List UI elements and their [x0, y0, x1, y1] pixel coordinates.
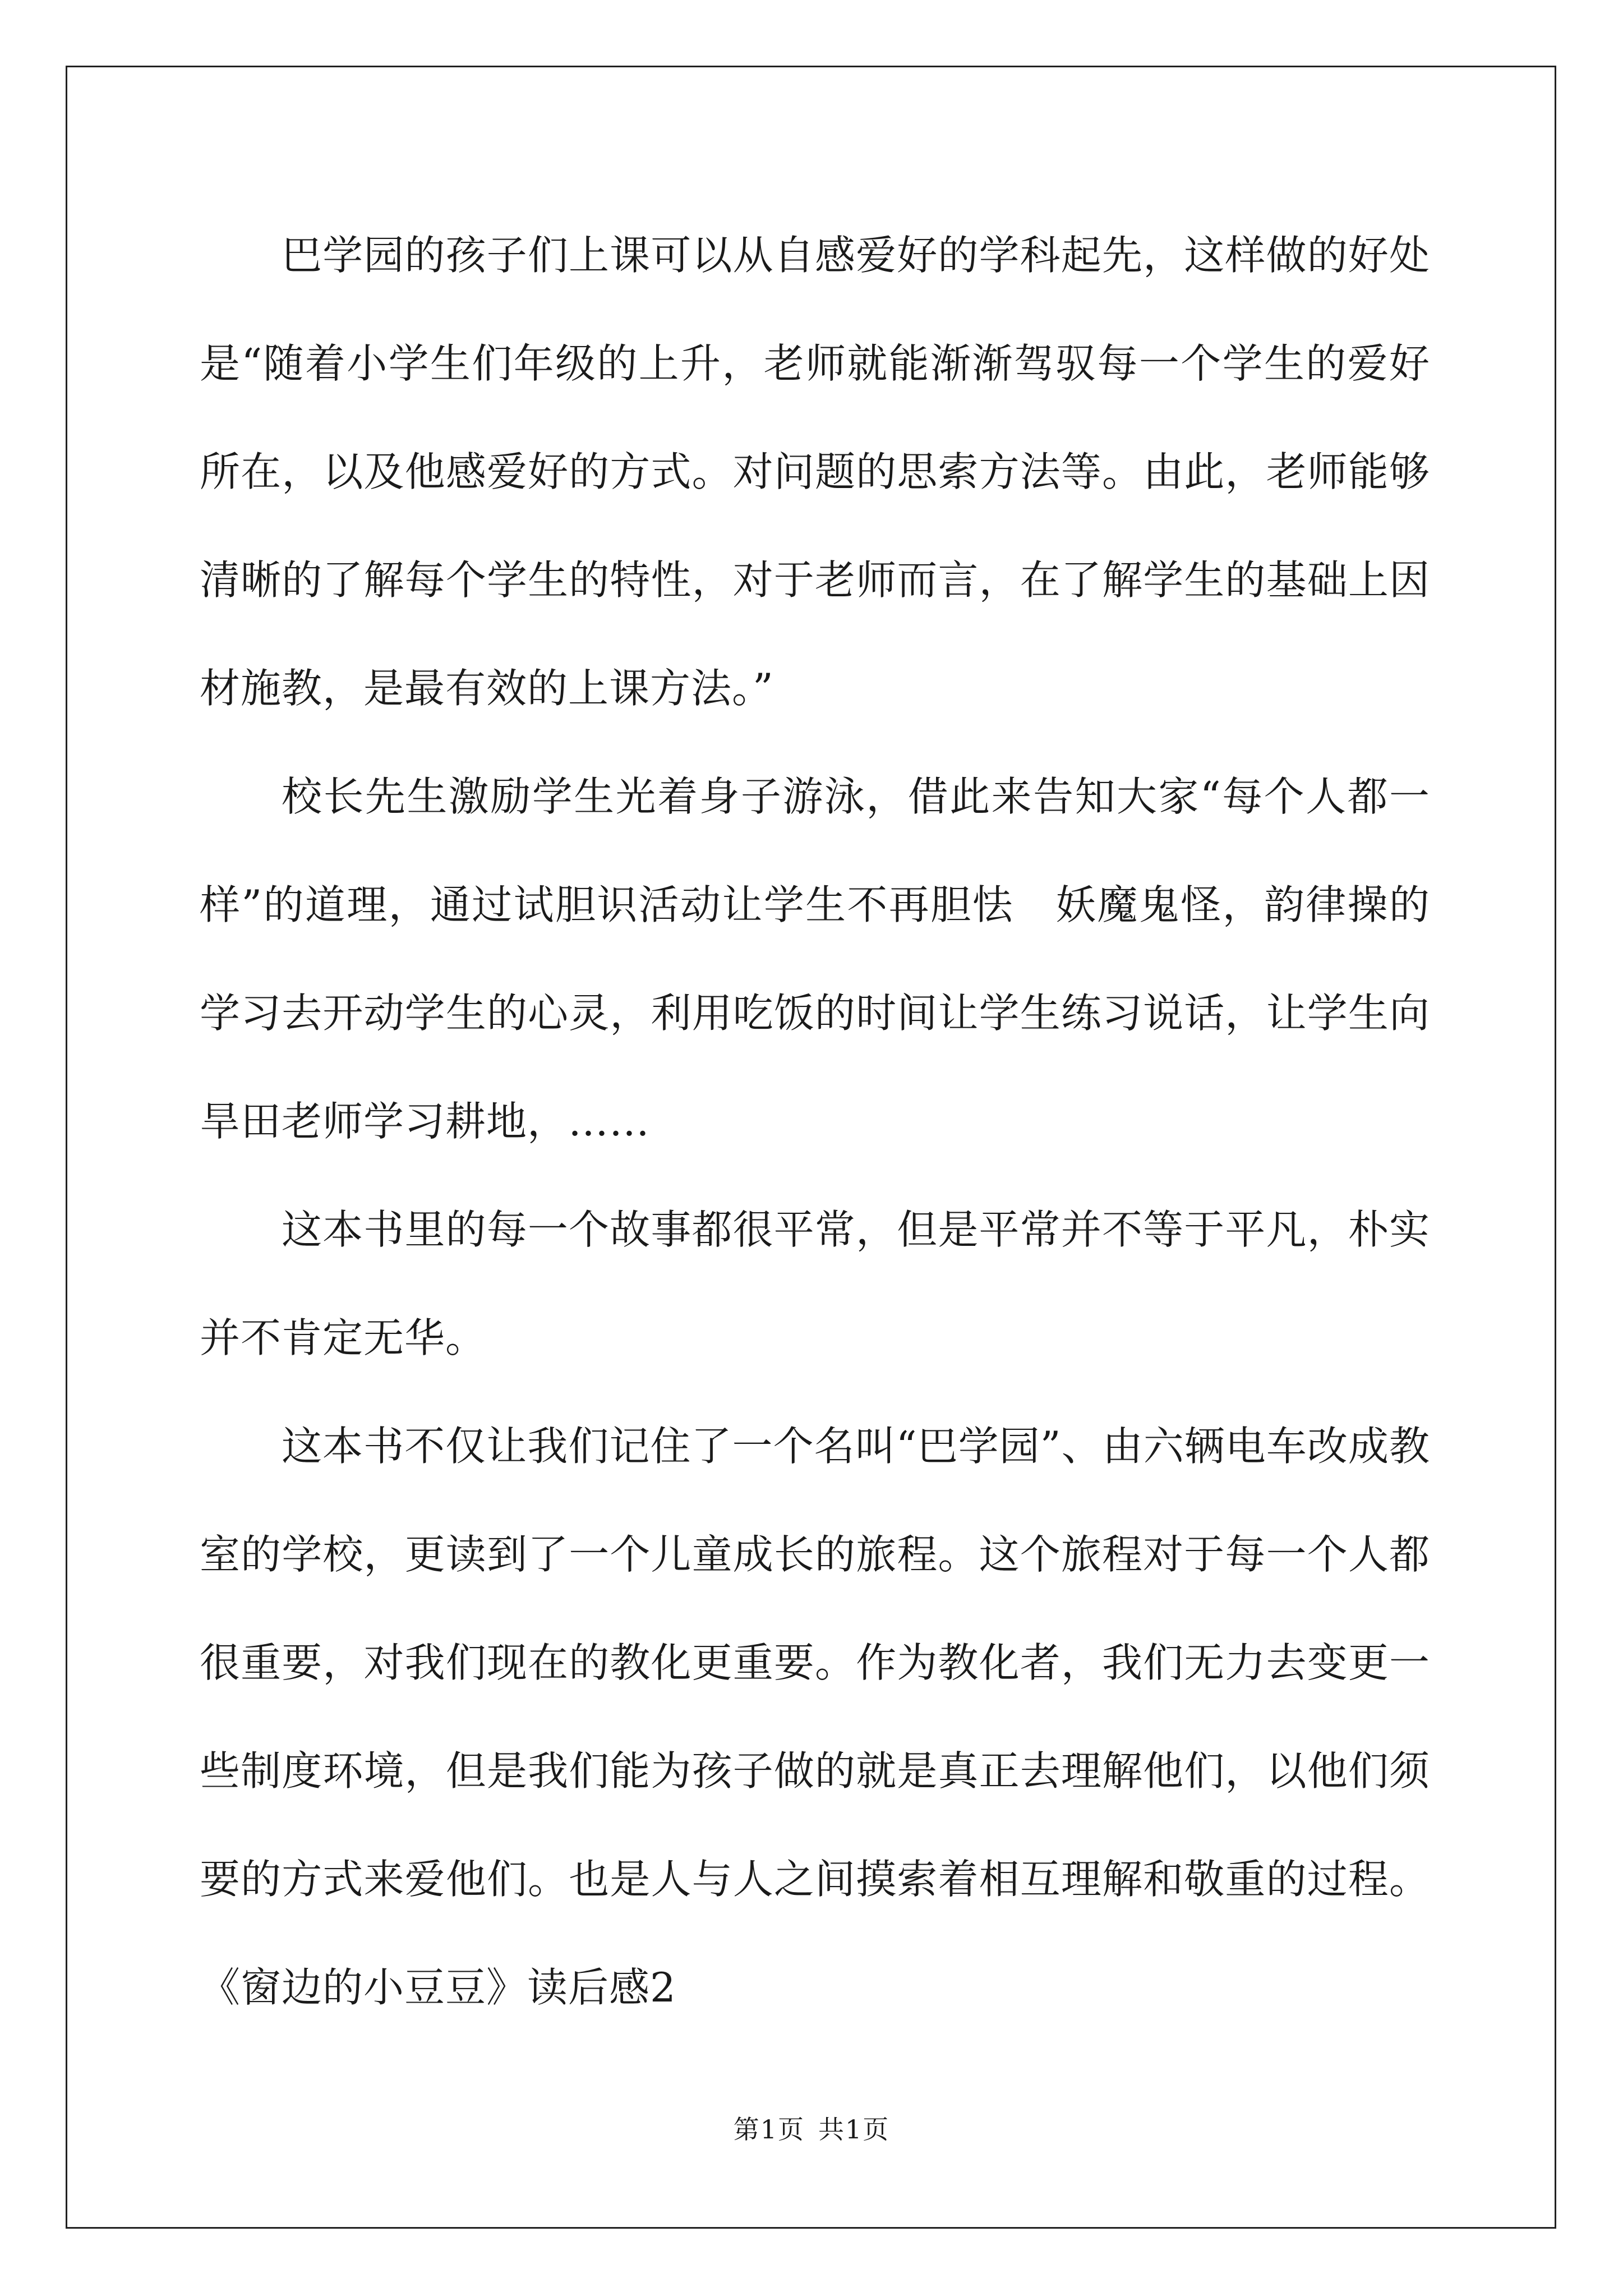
paragraph-4-line-1: 这本书不仅让我们记住了一个名叫“巴学园”、由六辆电车改成教 [282, 1423, 1430, 1470]
paragraph-4-line-4: 些制度环境，但是我们能为孩子做的就是真正去理解他们，以他们须 [200, 1747, 1430, 1795]
paragraph-1-line-4: 清晰的了解每个学生的特性，对于老师而言，在了解学生的基础上因 [200, 556, 1430, 604]
page-footer [0, 2113, 1623, 2146]
total-pages: 共1页 [818, 2114, 890, 2145]
paragraph-2-line-1: 校长先生激励学生光着身子游泳，借此来告知大家“每个人都一 [282, 773, 1430, 820]
paragraph-4-line-2: 室的学校，更读到了一个儿童成长的旅程。这个旅程对于每一个人都 [200, 1531, 1430, 1578]
paragraph-2-line-2: 样”的道理，通过试胆识活动让学生不再胆怯 妖魔鬼怪，韵律操的 [200, 881, 1430, 928]
page-number: 第1页 [733, 2114, 805, 2145]
paragraph-1-line-3: 所在，以及他感爱好的方式。对问题的思索方法等。由此，老师能够 [200, 448, 1430, 495]
paragraph-2-line-4: 旱田老师学习耕地，…… [200, 1098, 651, 1145]
paragraph-1-line-2: 是“随着小学生们年级的上升，老师就能渐渐驾驭每一个学生的爱好 [200, 340, 1430, 387]
paragraph-4-line-3: 很重要，对我们现在的教化更重要。作为教化者，我们无力去变更一 [200, 1639, 1430, 1686]
paragraph-1-line-5: 材施教，是最有效的上课方法。” [200, 665, 774, 712]
paragraph-2-line-3: 学习去开动学生的心灵，利用吃饭的时间让学生练习说话，让学生向 [200, 990, 1430, 1037]
paragraph-4-line-5: 要的方式来爱他们。也是人与人之间摸索着相互理解和敬重的过程。 [200, 1856, 1430, 1903]
paragraph-3-line-1: 这本书里的每一个故事都很平常，但是平常并不等于平凡，朴实 [282, 1206, 1430, 1253]
paragraph-1-line-1: 巴学园的孩子们上课可以从自感爱好的学科起先，这样做的好处 [282, 232, 1430, 279]
paragraph-3-line-2: 并不肯定无华。 [200, 1314, 487, 1361]
section-heading: 《窗边的小豆豆》读后感2 [200, 1964, 676, 2011]
